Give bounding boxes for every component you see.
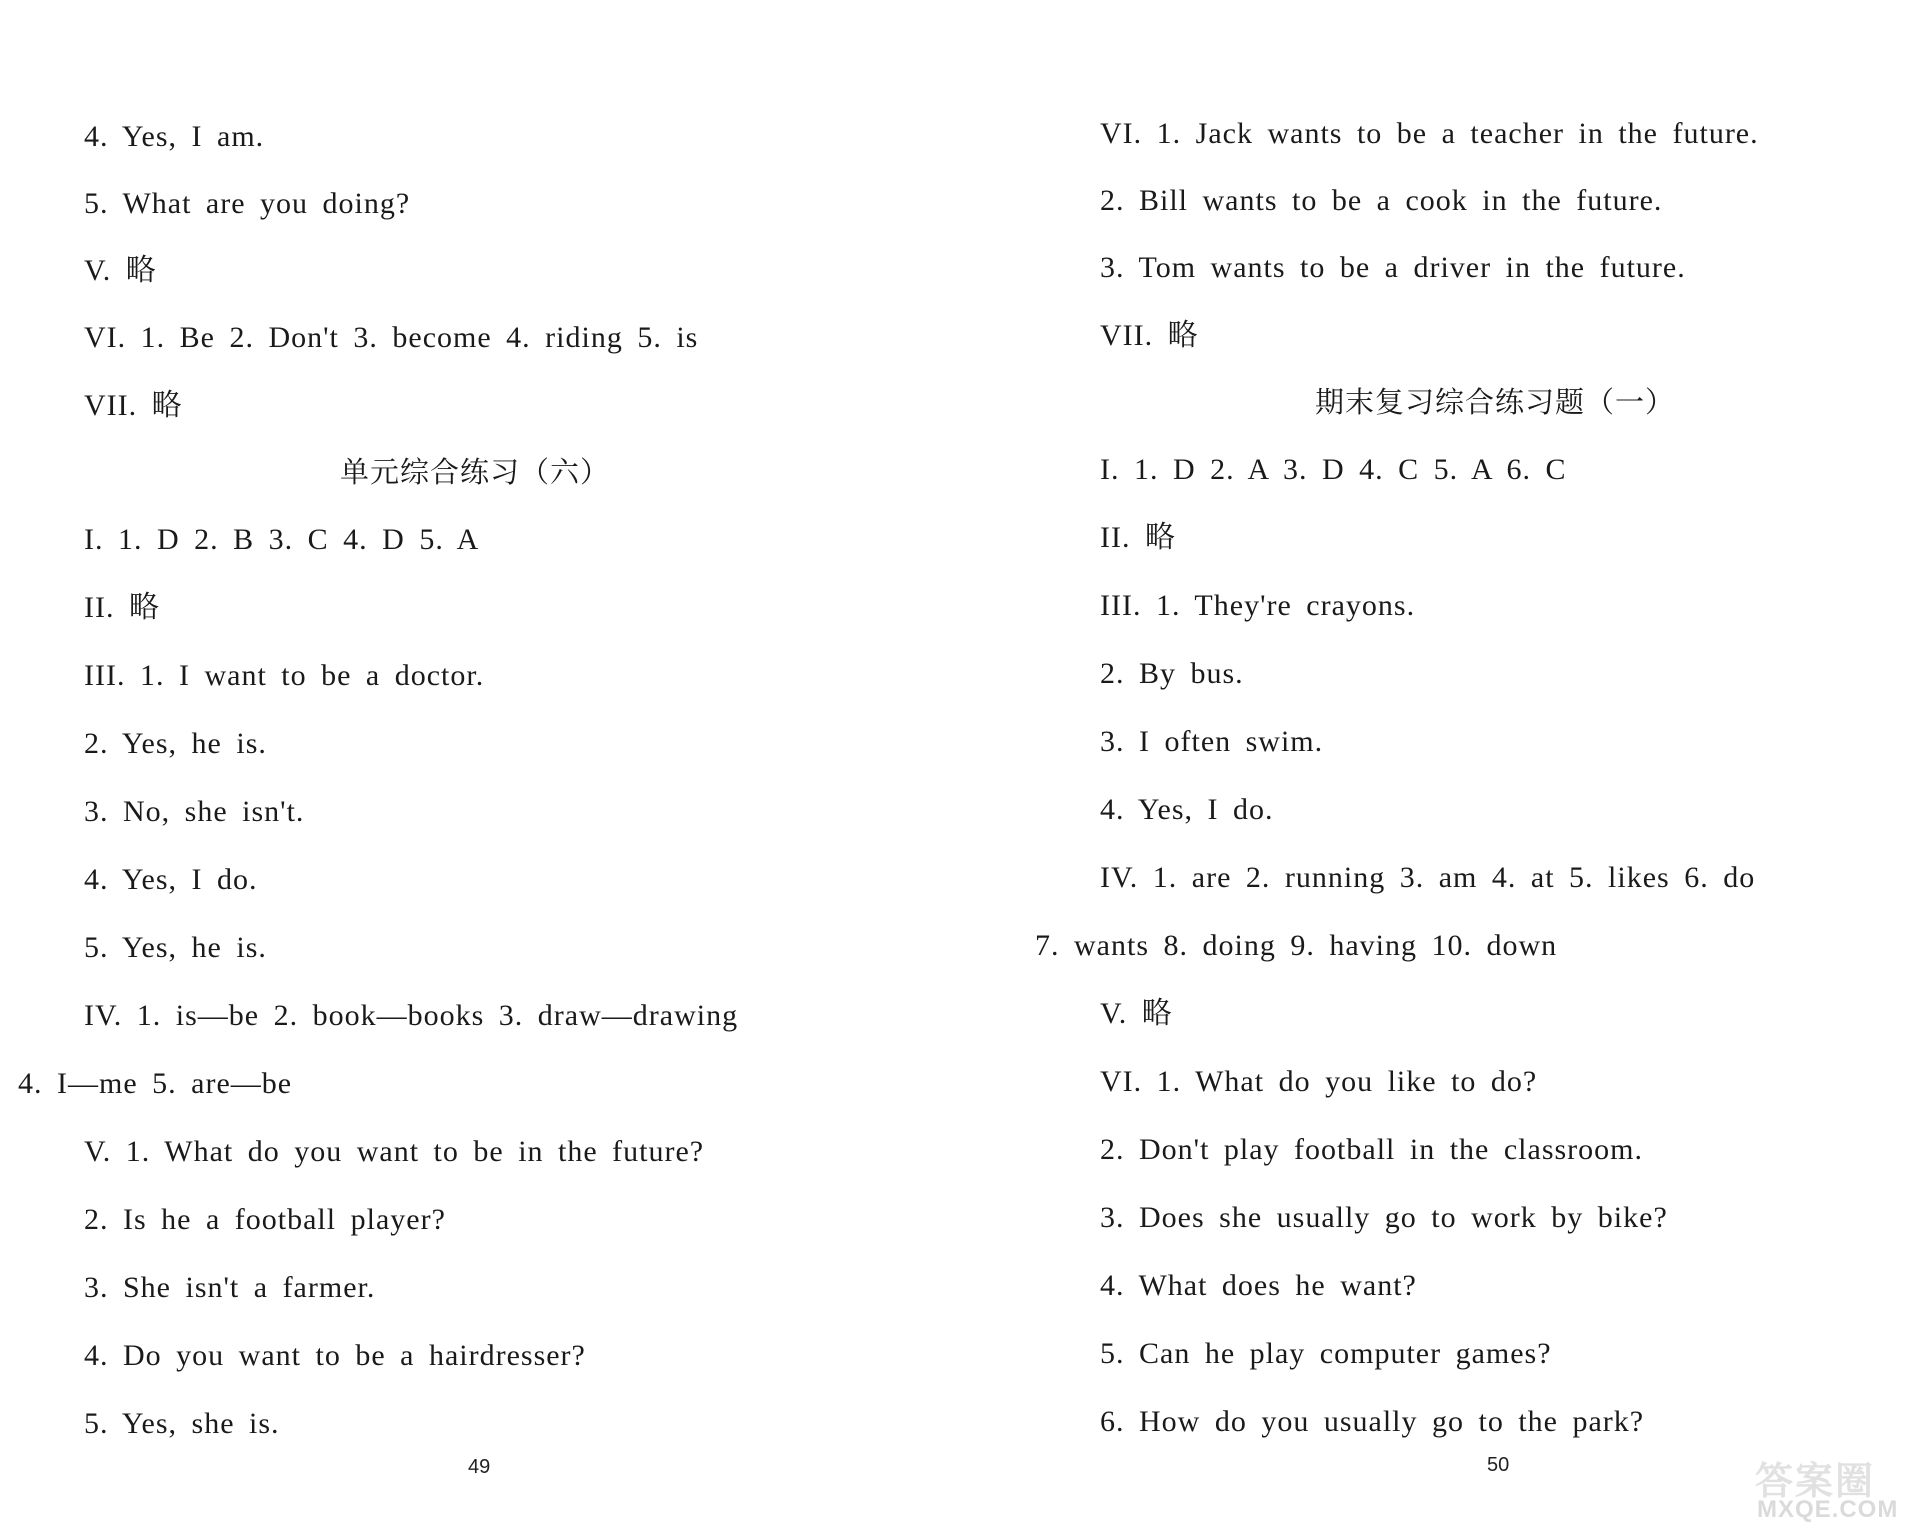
left-page bbox=[0, 0, 965, 1536]
answer-line: 5. What are you doing? bbox=[84, 187, 411, 220]
answer-line: IV. 1. are 2. running 3. am 4. at 5. likes 6. do bbox=[1100, 861, 1756, 894]
answer-line: III. 1. I want to be a doctor. bbox=[84, 659, 485, 692]
answer-line: V. 略 bbox=[1100, 997, 1173, 1030]
answer-line: 3. Does she usually go to work by bike? bbox=[1100, 1201, 1668, 1234]
page-number: 49 bbox=[468, 1456, 491, 1478]
answer-line: 4. Yes, I am. bbox=[84, 120, 265, 153]
answer-line: 5. Yes, she is. bbox=[84, 1407, 280, 1440]
page-number: 50 bbox=[1487, 1454, 1510, 1476]
answer-line: 5. Can he play computer games? bbox=[1100, 1337, 1552, 1370]
answer-line: I. 1. D 2. A 3. D 4. C 5. A 6. C bbox=[1100, 453, 1567, 486]
right-page bbox=[965, 0, 1931, 1536]
watermark-bottom-text: MXQE.COM bbox=[1757, 1496, 1899, 1523]
answer-line: VI. 1. What do you like to do? bbox=[1100, 1065, 1538, 1098]
answer-line: 4. Yes, I do. bbox=[84, 863, 258, 896]
answer-line: VII. 略 bbox=[84, 389, 183, 422]
answer-line: IV. 1. is—be 2. book—books 3. draw—drawing bbox=[84, 999, 739, 1032]
answer-line: 3. She isn't a farmer. bbox=[84, 1271, 376, 1304]
watermark-logo bbox=[1749, 1446, 1919, 1526]
answer-line: 2. Don't play football in the classroom. bbox=[1100, 1133, 1643, 1166]
answer-line: VI. 1. Be 2. Don't 3. become 4. riding 5. is bbox=[84, 321, 699, 354]
answer-line: 6. How do you usually go to the park? bbox=[1100, 1405, 1645, 1438]
answer-line: II. 略 bbox=[84, 591, 160, 624]
answer-line: 4. What does he want? bbox=[1100, 1269, 1417, 1302]
answer-line: 2. Is he a football player? bbox=[84, 1203, 446, 1236]
answer-line: 4. I—me 5. are—be bbox=[18, 1067, 293, 1100]
answer-line: II. 略 bbox=[1100, 521, 1176, 554]
answer-line: 7. wants 8. doing 9. having 10. down bbox=[1035, 929, 1558, 962]
section-heading: 期末复习综合练习题（一） bbox=[1315, 385, 1676, 419]
answer-line: V. 1. What do you want to be in the future? bbox=[84, 1135, 705, 1168]
answer-line: I. 1. D 2. B 3. C 4. D 5. A bbox=[84, 523, 480, 556]
section-heading: 单元综合练习（六） bbox=[340, 455, 611, 489]
answer-line: 4. Yes, I do. bbox=[1100, 793, 1274, 826]
answer-line: 3. Tom wants to be a driver in the future. bbox=[1100, 251, 1686, 284]
answer-line: VI. 1. Jack wants to be a teacher in the future. bbox=[1100, 117, 1759, 150]
answer-line: III. 1. They're crayons. bbox=[1100, 589, 1416, 622]
answer-line: 2. Bill wants to be a cook in the future. bbox=[1100, 184, 1663, 217]
answer-line: 4. Do you want to be a hairdresser? bbox=[84, 1339, 586, 1372]
answer-line: 5. Yes, he is. bbox=[84, 931, 267, 964]
answer-line: 3. No, she isn't. bbox=[84, 795, 305, 828]
answer-line: V. 略 bbox=[84, 254, 157, 287]
answer-line: 2. Yes, he is. bbox=[84, 727, 267, 760]
answer-line: 2. By bus. bbox=[1100, 657, 1244, 690]
watermark-top-text: 答案圈 bbox=[1755, 1459, 1876, 1503]
answer-line: 3. I often swim. bbox=[1100, 725, 1324, 758]
answer-line: VII. 略 bbox=[1100, 319, 1199, 352]
